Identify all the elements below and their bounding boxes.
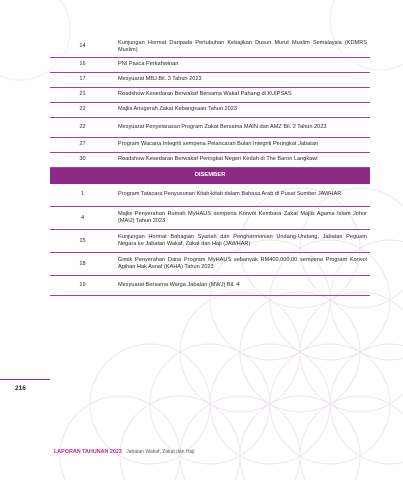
event-cell: Program Wacana Integriti sempena Pelancaran Bulan Integriti Peringkat Jabatan xyxy=(115,137,370,152)
table-row xyxy=(50,102,370,117)
table-row xyxy=(50,72,370,87)
table-row xyxy=(50,184,370,207)
table-row xyxy=(50,152,370,167)
event-cell: PNI Pasca Perkahwinan xyxy=(115,57,370,72)
table-row xyxy=(50,230,370,253)
page-number: 216 xyxy=(15,385,26,392)
date-cell: 27 xyxy=(50,137,115,152)
event-cell: Mesyuarat MBJ Bil. 3 Tahun 2023 xyxy=(115,72,370,87)
table-row xyxy=(50,137,370,152)
date-cell: 18 xyxy=(50,253,115,276)
page-number-block xyxy=(0,379,50,397)
footer-brand: LAPORAN TAHUNAN 2023 xyxy=(54,449,122,455)
date-cell: 1 xyxy=(50,184,115,207)
date-cell: 19 xyxy=(50,276,115,296)
date-cell: 22 xyxy=(50,102,115,117)
table-row xyxy=(50,57,370,72)
date-cell: 16 xyxy=(50,57,115,72)
event-cell: Gimik Penyerahan Dana Program MyHAUS sebanyak RM400,000.00 sempena Program Konvoi Agihan Hak Asnaf (KAHA) Tahun 2023 xyxy=(115,253,370,276)
date-cell: 15 xyxy=(50,230,115,253)
event-cell: Program Tatacara Penyusunan Kitab-kitab dalam Bahasa Arab di Pusat Sumber JAWHAR xyxy=(115,184,370,207)
events-table xyxy=(50,37,370,296)
footer-subtitle: Jabatan Wakaf, Zakat dan Haji xyxy=(126,449,195,455)
event-cell: Majlis Anugerah Zakat Kebangsaan Tahun 2023 xyxy=(115,102,370,117)
date-cell: 14 xyxy=(50,37,115,57)
date-cell: 4 xyxy=(50,207,115,230)
footer xyxy=(54,449,194,455)
event-cell: Mesyuarat Bersama Warga Jabatan (MWJ) Bil. 4 xyxy=(115,276,370,296)
table-row xyxy=(50,87,370,102)
event-cell: Kunjungan Hormat Daripada Pertubuhan Kebajikan Dusun Murut Muslim Semalaysia (KDMRS Muslim) xyxy=(115,37,370,57)
event-cell: Roadshow Kesedaran Berwakaf Bersama Wakaf Pahang di KUIPSAS xyxy=(115,87,370,102)
table-row xyxy=(50,276,370,296)
date-cell: 21 xyxy=(50,87,115,102)
page-number-rule xyxy=(0,379,50,380)
date-cell: 22 xyxy=(50,117,115,137)
table-row xyxy=(50,207,370,230)
date-cell: 30 xyxy=(50,152,115,167)
event-cell: Majlis Penyerahan Rumah MyHAUS sempena Konvoi Kembara Zakat Majlis Agama Islam Johor (MAIJ) Tahun 2023 xyxy=(115,207,370,230)
section-header-row xyxy=(50,167,370,184)
event-cell: Kunjungan Hormat Bahagian Syariah dan Pengharmonian Undang-Undang, Jabatan Peguam Negara ke Jabatan Wakaf, Zakat dan Haji (JAWHAR) xyxy=(115,230,370,253)
table-row xyxy=(50,37,370,57)
table-row xyxy=(50,253,370,276)
event-cell: Mesyuarat Penyelarasan Program Zakat Bersama MAIN dan AMZ Bil. 2 Tahun 2023 xyxy=(115,117,370,137)
event-cell: Roadshow Kesedaran Berwakaf Peringkat Negeri Kedah di The Baron Langkawi xyxy=(115,152,370,167)
table-row xyxy=(50,117,370,137)
date-cell: 17 xyxy=(50,72,115,87)
section-title: DISEMBER xyxy=(50,167,370,184)
